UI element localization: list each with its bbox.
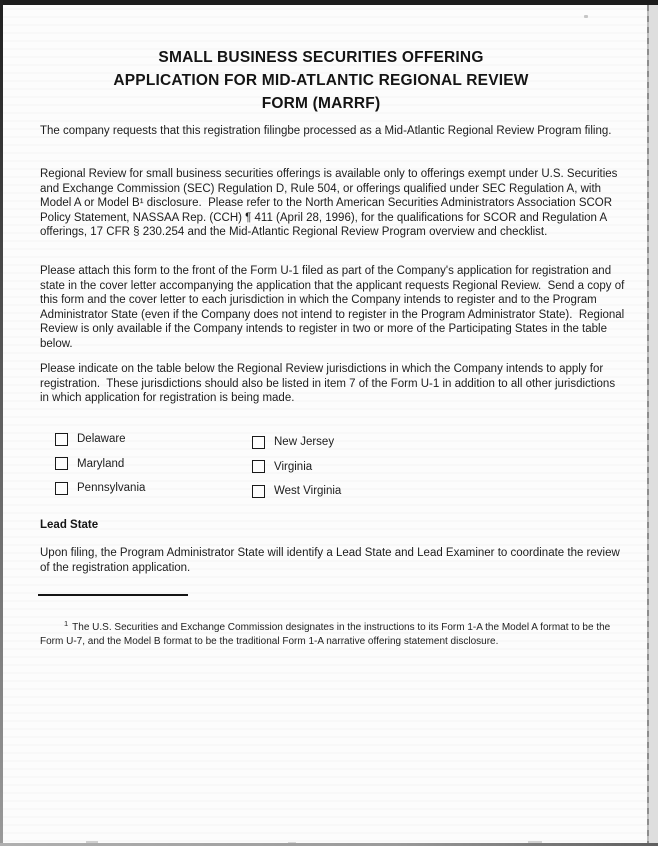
jurisdiction-row-virginia [252,455,341,480]
checkbox-maryland[interactable] [55,457,68,470]
checkbox-label-virginia: Virginia [274,460,313,473]
filing-instructions-paragraph: Please attach this form to the front of the Form U-1 filed as part of the Company's application for registration and state in the cover letter accompanying the application that the applicant requests Regional Review. Send a copy of this form and the cover letter to each jurisdiction in which the Company intends to register and to the Program Administrator State (even if the Company does not intend to register in the Program Administrator State). Regional Review is only available if the Company intends to register in two or more of the Participating States in the table below. [40,265,628,350]
jurisdiction-row-west-virginia [252,479,341,504]
checkbox-pennsylvania[interactable] [55,482,68,495]
checkbox-new-jersey[interactable] [252,436,265,449]
checkbox-label-west-virginia: West Virginia [274,485,342,498]
footnote-separator-rule [38,594,188,596]
lead-state-heading: Lead State [40,519,99,531]
jurisdiction-row-new-jersey [252,430,341,455]
checkbox-delaware[interactable] [55,433,68,446]
jurisdiction-row-pennsylvania [55,476,145,501]
scan-edge-right [647,5,649,846]
form-title-line-3: FORM (MARRF) [261,95,381,112]
footnote-marker: 1 [64,618,69,628]
footnote [40,618,632,648]
lead-state-paragraph: Upon filing, the Program Administrator State will identify a Lead State and Lead Examiner to coordinate the review of the registration application. [40,547,623,574]
checkbox-label-delaware: Delaware [77,433,126,446]
intro-paragraph: The company requests that this registration filingbe processed as a Mid-Atlantic Regional Review Program filing. [40,125,612,137]
form-title-line-1: SMALL BUSINESS SECURITIES OFFERING [158,49,484,66]
footnote-text: The U.S. Securities and Exchange Commission designates in the instructions to its Form 1-A the Model A format to be the Form U-7, and the Model B format to be the traditional Form 1-A narrative offering statement disclosure. [40,622,613,647]
jurisdiction-row-delaware [55,427,145,452]
form-title [10,46,632,115]
scan-edge-left [0,0,3,846]
jurisdiction-row-maryland [55,452,145,477]
scan-edge-top [0,0,658,5]
checkbox-label-maryland: Maryland [77,457,125,470]
scan-artifact [584,15,588,18]
checkbox-virginia[interactable] [252,460,265,473]
checkbox-west-virginia[interactable] [252,485,265,498]
checkbox-label-pennsylvania: Pennsylvania [77,482,146,495]
form-title-line-2: APPLICATION FOR MID-ATLANTIC REGIONAL REVIEW [113,72,529,89]
scan-edge-right-fill [649,5,658,846]
eligibility-paragraph: Regional Review for small business securities offerings is available only to offerings exempt under U.S. Securities and Exchange Commission (SEC) Regulation D, Rule 504, or offerings qualified under SEC Regulation A, with Model A or Model B¹ disclosure. Please refer to the North American Securities Administrators Association SCOR Policy Statement, NASSAA Rep. (CCH) ¶ 411 (April 28, 1996), for the qualifications for SCOR and Regulation A offerings, 17 CFR § 230.254 and the Mid-Atlantic Regional Review Program overview and checklist. [40,168,621,238]
jurisdiction-checkbox-column-left [55,427,145,501]
jurisdiction-checkbox-column-right [252,430,341,504]
checkbox-label-new-jersey: New Jersey [274,436,335,449]
jurisdiction-instructions-paragraph: Please indicate on the table below the Regional Review jurisdictions in which the Company intends to apply for registration. These jurisdictions should also be listed in item 7 of the Form U-1 in addition to all other jurisdictions in which application for registration is being made. [40,363,619,404]
